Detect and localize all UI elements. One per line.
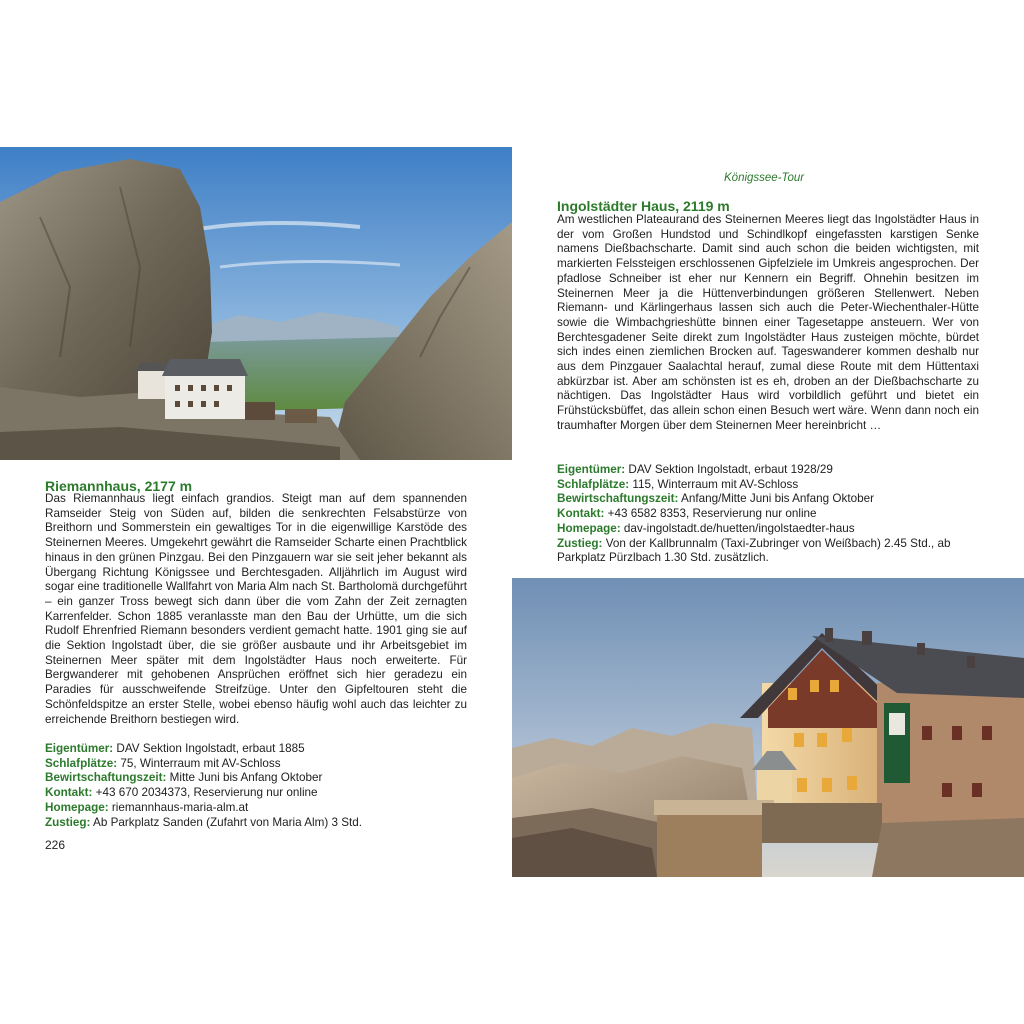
fact-value: +43 670 2034373, Reservierung nur online: [92, 786, 318, 800]
running-head: Königssee-Tour: [724, 172, 805, 184]
fact-contact: [45, 786, 475, 801]
fact-label: Schlafplätze:: [557, 477, 630, 491]
fact-access: [45, 816, 475, 831]
fact-value: Von der Kallbrunnalm (Taxi-Zubringer von Weißbach) 2.45 Std., ab Parkplatz Pürzlbach 1.30 Std. zusätzlich.: [557, 536, 951, 565]
fact-value: 115, Winterraum mit AV-Schloss: [629, 477, 799, 491]
fact-value: riemannhaus-maria-alm.at: [108, 800, 249, 814]
fact-season: [557, 492, 985, 507]
riemannhaus-title: Riemannhaus, 2177 m: [45, 478, 193, 494]
ingolstaedter-haus-title: Ingolstädter Haus, 2119 m: [557, 198, 730, 214]
fact-value: Anfang/Mitte Juni bis Anfang Oktober: [678, 492, 874, 506]
fact-homepage: [45, 801, 475, 816]
fact-homepage: [557, 522, 985, 537]
ingolstaedter-haus-facts: [557, 463, 985, 566]
fact-label: Kontakt:: [45, 786, 93, 800]
fact-owner: [557, 463, 985, 478]
fact-label: Bewirtschaftungszeit:: [45, 771, 167, 785]
fact-label: Homepage:: [45, 800, 109, 814]
fact-access: [557, 537, 985, 566]
riemannhaus-facts: [45, 742, 475, 830]
riemannhaus-photo: [0, 147, 512, 460]
fact-value: Mitte Juni bis Anfang Oktober: [166, 771, 323, 785]
page-number: 226: [45, 838, 66, 852]
fact-value: DAV Sektion Ingolstadt, erbaut 1885: [113, 742, 305, 755]
fact-label: Schlafplätze:: [45, 756, 118, 770]
riemannhaus-description: Das Riemannhaus liegt einfach grandios. Steigt man auf dem spannenden Ramseider Steig von Süden auf, bilden die senkrechten Felsabstürze von Breithorn und Sommerstein ein gewaltiges Tor in die eigenwillige Karstöde des Steinernen Meeres. Umgekehrt gewährt die Ramseider Scharte einen Prachtblick hinaus in den grünen Pinzgau. Bei den Pinzgauern war sie seit jeher bekannt als Übergang Richtung Königssee und Berchtesgaden. Alljährlich im August wird sogar eine traditionelle Wallfahrt von Maria Alm nach St. Bartholomä durchgeführt – ein ganzer Tross bewegt sich dann über die vom Zahn der Zeit zernagten Karrenfelder. Schon 1885 veranlasste man den Bau der Urhütte, um die sich Rudolf Ehrenfried Riemann besonders verdient gemacht hatte. 1901 ging sie auf die Sektion Ingolstadt über, die sie größer ausbaute und ihr Arbeitsgebiet im Steinernen Meer später mit dem Ingolstädter Haus noch erweiterte. Für Bergwanderer mit gehobenen Ansprüchen eröffnet sich hier geradezu ein Paradies für ausschweifende Streifzüge. Unter den Gipfeltouren steht die Schönfeldspitze an erster Stelle, wobei ebenso häufig wohl auch das leichter zu erreichende Breithorn bestiegen wird.: [45, 492, 467, 726]
fact-value: Ab Parkplatz Sanden (Zufahrt von Maria Alm) 3 Std.: [90, 815, 362, 829]
fact-label: Zustieg:: [557, 536, 603, 550]
ingolstaedter-haus-photo: [512, 578, 1024, 877]
right-page: [512, 0, 1024, 1024]
fact-value: dav-ingolstadt.de/huetten/ingolstaedter-haus: [620, 521, 855, 535]
fact-label: Zustieg:: [45, 815, 91, 829]
fact-label: Bewirtschaftungszeit:: [557, 492, 679, 506]
fact-season: [45, 771, 475, 786]
fact-beds: [45, 757, 475, 772]
fact-label: Kontakt:: [557, 507, 605, 521]
fact-contact: [557, 507, 985, 522]
fact-label: Eigentümer:: [557, 463, 626, 476]
fact-label: Eigentümer:: [45, 742, 114, 755]
fact-value: DAV Sektion Ingolstadt, erbaut 1928/29: [625, 463, 833, 476]
fact-beds: [557, 478, 985, 493]
fact-label: Homepage:: [557, 521, 621, 535]
ingolstaedter-haus-description: Am westlichen Plateaurand des Steinernen Meeres liegt das Ingolstädter Haus in der vom Großen Hundstod und Schindlkopf eingefassten karstigen Senke namens Dießbachscharte. Damit sind auch schon die beiden wichtigsten, mit markierten Felssteigen erschlossenen Gipfelziele im Umkreis angesprochen. Der pfadlose Schneiber ist eher nur Kennern ein Begriff. Ohnehin besitzen im Steinernen Meer ja die Hüttenverbindungen größeren Stellenwert. Neben Riemann- und Kärlingerhaus lassen sich auch die Peter-Wiechenthaler-Hütte sowie die Wimbachgrieshütte binnen einer Tagesetappe ansteuern. Wer von Berchtesgadener Seite direkt zum Ingolstädter Haus zusteigen möchte, bürdet sich indes einen ziemlichen Brocken auf. Tageswanderer kommen deshalb nur aus dem Pinzgauer Saalachtal herauf, zumal diese Route mit dem Hüttentaxi abkürzbar ist. Aber am schönsten ist es eh, droben an der Dießbachscharte zu nächtigen. Das Ingolstädter Haus wird vorbildlich geführt und bietet ein Frühstücksbüffet, das allein schon einen Besuch wert wäre. Wenn dann noch ein traumhafter Morgen über dem Steinernen Meer hereinbricht …: [557, 213, 979, 432]
fact-value: +43 6582 8353, Reservierung nur online: [604, 507, 817, 521]
fact-value: 75, Winterraum mit AV-Schloss: [117, 756, 281, 770]
fact-owner: [45, 742, 475, 757]
